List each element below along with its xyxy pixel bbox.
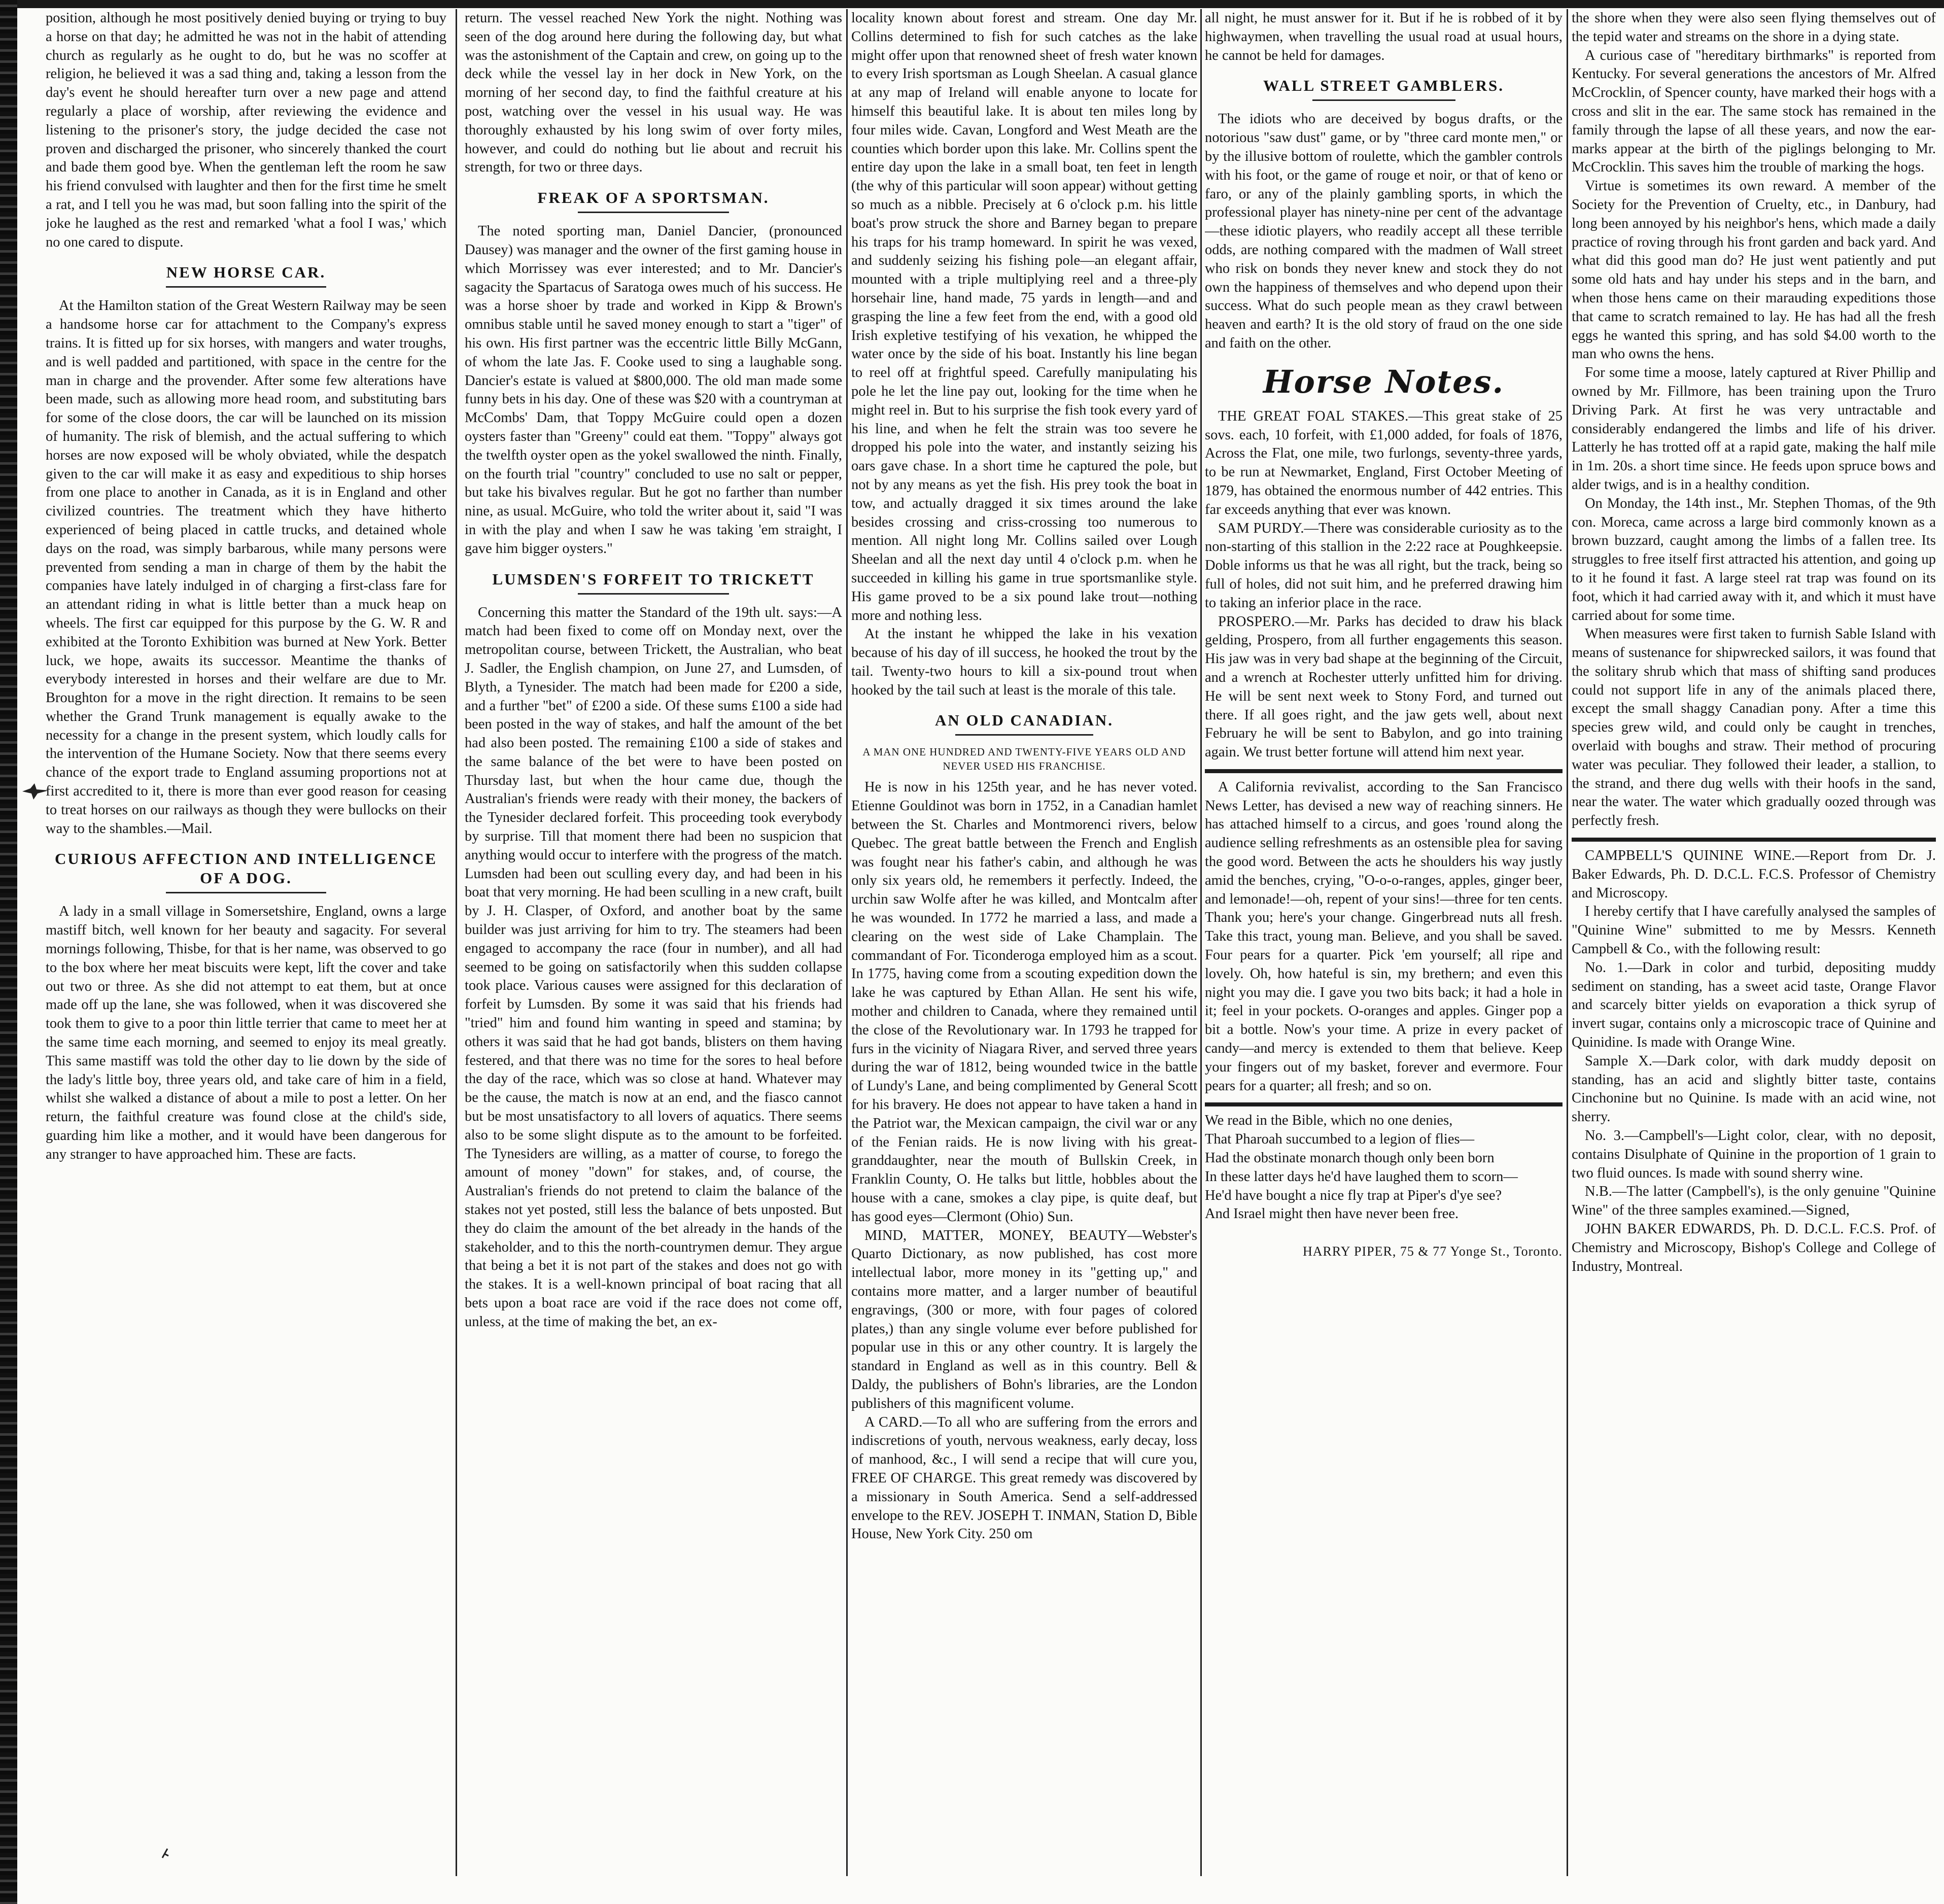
column-5 bbox=[1572, 9, 1936, 1876]
article-paragraph: A lady in a small village in Somersetshire, England, owns a large mastiff bitch, well known for her beauty and sagacity. For several mornings following, Thisbe, for that is her name, was observed to go to the box where her meat biscuits were kept, lift the cover and take out two or three. As she did not attempt to eat them, but at once made off up the lane, she was followed, when it was discovered she took them to give to a poor thin little terrier that came to meet her at the same time each morning, and seemed to enjoy its meal greatly. This same mastiff was told the other day to lie down by the side of the lady's little boy, three years old, and take care of him in a field, whilst she walked a distance of about a mile to post a letter. On her return, the faithful creature was found close at the child's side, guarding him like a mother, and it would have been dangerous for any stranger to have approached him. These are facts. bbox=[46, 904, 446, 1162]
top-crop-band bbox=[17, 0, 1944, 8]
article-paragraph: He is now in his 125th year, and he has never voted. Etienne Gouldinot was born in 1752, in a Canadian hamlet between the St. Charles and Montmorenci rivers, below Quebec. The great battle between the French and English was fought near his father's cabin, and although he was only six years old, he remembers it perfectly. Indeed, the urchin saw Wolfe after he was killed, and Montcalm after he was wounded. In 1772 he married a lass, and made a clearing on the west side of Lake Champlain. The commandant of For. Ticonderoga employed him as a scout. In 1775, having come from a scouting expedition down the lake he was captured by Ethan Allan. He sent his wife, mother and children to Canada, where they remained until the close of the Revolutionary war. In 1793 he trapped for furs in the vicinity of Niagara River, and served three years during the war of 1812, being wounded twice in the battle of Lundy's Lane, and being complimented by General Scott for his bravery. He does not appear to have taken a hand in the Patriot war, the Mexican campaign, the civil war or any of the Fenian raids. He is now living with his great-granddaughter, near the mouth of Bullskin Creek, in Franklin County, O. He talks but little, hobbles about the house with a cane, smokes a clay pipe, is quite deaf, but has good eyes—Clermont (Ohio) Sun. bbox=[851, 779, 1197, 1225]
article-paragraph: Concerning this matter the Standard of the 19th ult. says:—A match had been fixed to come off on Monday next, over the metropolitan course, between Trickett, the Australian, who beat J. Sadler, the English champion, on June 27, and Lumsden, of Blyth, a Tynesider. The match had been made for £200 a side, and a further "bet" of £200 a side. Of these sums £100 a side had been posted in the way of stakes, and half the amount of the bet had also been posted. The remaining £100 a side of stakes and the same balance of the bet were to have been posted on Thursday last, but when the hour came due, though the Australian's friends were ready with their money, the backers of the Tynesider declared forfeit. This proceeding took everybody by surprise. Till that moment there had been no suspicion that anything would occur to interfere with the progress of the match. Lumsden had been out sculling every day, and had been in his boat that very morning. He had been sculling in a new craft, built by J. H. Clasper, of Oxford, and another boat by the same builder was just arriving for him to try. The steamers had been engaged to accompany the race (four in number), and all had seemed to be going on satisfactorily when this sudden collapse took place. Various causes were assigned for this declaration of forfeit by Lumsden. By some it was said that his friends had "tried" him and found him wanting in speed and stamina; by others it was said that he had got bands, blisters on them having festered, and that there was no time for the sores to heal before the day of the race, which was so close at hand. Whatever may be the cause, the match is now at an end, and the fiasco cannot but be most unsatisfactory to all lovers of aquatics. There seems also to be some slight dispute as to the amount to be forfeited. The Tynesiders are willing, as a matter of course, to forego the amount of money "down" for stakes, and, of course, the Australian's friends do not pretend to claim the balance of the stakes not yet posted, still less the balance of bets unposted. But they do claim the amount of the bet already in the hands of the stakeholder, and to this the north-countrymen demur. They argue that being a bet it is not part of the stakes and does not go with the stakes. It is a well-known principal of boat racing that all bets upon a boat race are void if the race does not come off, unless, at the time of making the bet, an ex- bbox=[465, 604, 842, 1330]
article-paragraph: No. 1.—Dark in color and turbid, depositing muddy sediment on standing, has a sweet acid taste, Orange Flavor and scarcely bitter yields on evaporation a thick syrup of invert sugar, contains only a microscopic trace of Quinine and Quinidine. Is made with Orange Wine. bbox=[1572, 959, 1936, 1051]
article-paragraph: return. The vessel reached New York the night. Nothing was seen of the dog around here during the following day, but what was the astonishment of the Captain and crew, on going up to the deck while the vessel lay in her dock in New York, on the morning of her second day, to find the faithful creature at his post, watching over the vessel in his usual way. He was thoroughly exhausted by his long swim of over forty miles, however, and could do nothing but lie about and recruit his strength, for two or three days. bbox=[465, 10, 842, 176]
column-rule bbox=[456, 9, 457, 1876]
article-headline: AN OLD CANADIAN. bbox=[935, 711, 1114, 730]
article-paragraph: The idiots who are deceived by bogus drafts, or the notorious "saw dust" game, or by "three card monte men," or by the illusive bottom of roulette, which the gambler controls with his foot, or the game of rouge et noir, or that of keno or faro, or any of the plainly gambling sports, in which the professional player has ninety-nine per cent of the advantage—these idiotic players, who readily accept all these terrible odds, are nothing compared with the madmen of Wall street who risk on bonds they never knew and stock they do not own the happiness of themselves and who depend upon their success. What do such people mean as they crawl between heaven and earth? It is the old story of fraud on the one side and faith on the other. bbox=[1205, 111, 1563, 351]
article-paragraph: THE GREAT FOAL STAKES.—This great stake of 25 sovs. each, 10 forfeit, with £1,000 added, for foals of 1876, Across the Flat, one mile, two furlongs, seventy-three yards, to be run at Newmarket, England, First October Meeting of 1879, has obtained the enormous number of 442 entries. This far exceeds anything that ever was known. bbox=[1205, 408, 1563, 517]
article-subheadline: A MAN ONE HUNDRED AND TWENTY-FIVE YEARS OLD AND NEVER USED HIS FRANCHISE. bbox=[862, 746, 1186, 773]
article-paragraph: No. 3.—Campbell's—Light color, clear, with no deposit, contains Disulphate of Quinine in the proportion of 1 grain to two fluid ounces. Is made with sound sherry wine. bbox=[1572, 1128, 1936, 1181]
printer-mark bbox=[160, 1847, 170, 1860]
headline-rule bbox=[578, 212, 729, 213]
scanned-page-edge bbox=[0, 0, 17, 1904]
article-paragraph: MIND, MATTER, MONEY, BEAUTY—Webster's Quarto Dictionary, as now published, has cost more intellectual labor, more money in its "getting up," and contains more matter, and a larger number of beautiful engravings, (300 or more, with four pages of colored plates,) than any single volume ever before published for popular use in this or any other country. It is largely the standard in England as well as in this country. Bell & Daldy, the publishers of Bohn's libraries, are the London publishers of this magnificent volume. bbox=[851, 1227, 1197, 1411]
headline-rule bbox=[955, 734, 1094, 736]
article-headline: WALL STREET GAMBLERS. bbox=[1263, 77, 1505, 95]
article-headline: LUMSDEN'S FORFEIT TO TRICKETT bbox=[492, 570, 815, 588]
article-headline: NEW HORSE CAR. bbox=[166, 263, 326, 282]
advertiser-signature: HARRY PIPER, 75 & 77 Yonge St., Toronto. bbox=[1302, 1244, 1563, 1259]
verse-line: We read in the Bible, which no one denies, bbox=[1205, 1113, 1453, 1129]
article-paragraph: locality known about forest and stream. One day Mr. Collins determined to fish for such catches as the lake might offer upon that renowned sheet of fresh water known to every Irish sportsman as Lough Sheelan. A casual glance at any map of Ireland will enable anyone to locate for himself this beautiful lake. It is about ten miles long by four miles wide. Cavan, Longford and West Meath are the counties which border upon this lake. Mr. Collins spent the entire day upon the lake in a small boat, ten feet in length (the why of this particular will soon appear) without getting so much as a nibble. Precisely at 6 o'clock p.m. his little boat's prow struck the shore and Barney began to prepare his traps for his tramp homeward. In spirit he was vexed, and suddenly seizing his fishing pole—an elegant affair, mounted with a triple multiplying reel and a three-ply horsehair line, hand made, 75 yards in length—and and grasping the line a few feet from the end, with a good old Irish expletive testifying of his vexation, he whipped the water once by the side of his boat. Instantly his line began to reel off at frightful speed. Carefully manipulating his pole he let the line pay out, looking for the time when he might reel in. But to his surprise the fish took every yard of his line, and when he felt the strain was too severe he dropped his pole into the water, and instantly seizing his oars gave chase. In a short time he captured the pole, but not by any means as yet the fish. His prey took the boat in tow, and actually dragged it six times around the lake besides crossing and criss-crossing too numerous to mention. All night long Mr. Collins sailed over Lough Sheelan and all the next day until 4 o'clock p.m. when he succeeded in killing his game in true sportsmanlike style. His game proved to be a six pound lake trout—nothing more and nothing less. bbox=[851, 10, 1197, 624]
section-divider bbox=[1205, 769, 1563, 773]
section-divider bbox=[1205, 1102, 1563, 1106]
article-paragraph: position, although he most positively denied buying or trying to buy a horse on that day; he admitted he was not in the habit of attending church as regularly as he ought to do, but he was no scoffer at religion, he believed it was a sad thing and, taking a lesson from the day's event he should hereafter turn over a new page and attend regularly a place of worship, after reviewing the evidence and listening to the prisoner's story, the judge decided the case not proven and discharged the prisoner, who sincerely thanked the court and bade them good bye. When the gentleman left the room he saw his friend convulsed with laughter and then for the first time he smelt a rat, and I tell you he was mad, but soon falling into the spirit of the joke he laughed as the rest and remarked 'what a fool I was,' which no one cared to dispute. bbox=[46, 10, 446, 250]
column-2 bbox=[465, 9, 842, 1876]
headline-rule bbox=[166, 286, 326, 288]
column-rule bbox=[1200, 9, 1202, 1876]
verse-line: In these latter days he'd have laughed them to scorn— bbox=[1205, 1168, 1518, 1185]
article-paragraph: At the instant he whipped the lake in his vexation because of his day of ill success, he hooked the trout by the tail. Twenty-two hours to kill a six-pound trout when hooked by the tail such at least is the morale of this tale. bbox=[851, 626, 1197, 698]
article-paragraph: On Monday, the 14th inst., Mr. Stephen Thomas, of the 9th con. Moreca, came across a large bird commonly known as a brown buzzard, caught among the limbs of a fallen tree. Its struggles to free itself first attracted his attention, and going up to it he found it fast. A large steel rat trap was found on its foot, which it had carried away with it, and which it must have carried about for some time. bbox=[1572, 495, 1936, 624]
article-paragraph: A California revivalist, according to the San Francisco News Letter, has devised a new way of reaching sinners. He has attached himself to a circus, and goes 'round along the audience selling refreshments as an ostensible plea for saving the good word. Between the acts he shoulders his way justly amid the benches, crying, "O-o-o-ranges, apples, ginger beer, and lemonade!—oh, repent of your sins!—three for ten cents. Thank you; here's your change. Gingerbread nuts all fresh. Take this tract, young man. Believe, and you shall be saved. Four pears for a quarter. Pick 'em yourself; all ripe and lovely. Oh, how hateful is sin, my brethern; and even this night you may die. I gave you two bits back; it had a hole in it; feel in your pockets. O-oranges and apples. Ginger pop a bit a bottle. Now's your time. A prize in every packet of candy—and mercy is extended to them that believe. Keep your fingers out of my basket, forever and evermore. Four pears for a quarter; all fresh; and so on. bbox=[1205, 779, 1563, 1094]
article-paragraph: When measures were first taken to furnish Sable Island with means of sustenance for shipwrecked sailors, it was found that the solitary shrub which that mass of shifting sand produces could not support life in any of the animals placed there, except the small shaggy Canadian pony. After a time this species grew wild, and could only be caught in trenches, overlaid with boughs and straw. Their method of procuring water was peculiar. They followed their leader, a stallion, to the strand, and there dug wells with their hoofs in the sand, near the water. The water which gradually oozed through was perfectly fresh. bbox=[1572, 626, 1936, 829]
headline-rule bbox=[578, 593, 729, 595]
verse-line: Had the obstinate monarch though only been born bbox=[1205, 1150, 1495, 1166]
article-paragraph: A CARD.—To all who are suffering from the errors and indiscretions of youth, nervous weakness, early decay, loss of manhood, &c., I will send a recipe that will cure you, FREE OF CHARGE. This great remedy was discovered by a missionary in South America. Send a self-addressed envelope to the REV. JOSEPH T. INMAN, Station D, Bible House, New York City. 250 om bbox=[851, 1414, 1197, 1542]
headline-rule bbox=[166, 892, 326, 893]
verse-line: And Israel might then have never been free. bbox=[1205, 1206, 1459, 1222]
article-paragraph: A curious case of "hereditary birthmarks" is reported from Kentucky. For several generations the ancestors of Mr. Alfred McCrocklin, of Spencer county, have marked their hogs with a cross and slit in the ear. The same stock has remained in the family through the lapse of all these years, and now the ear-marks appear at the birth of the piglings belonging to Mr. McCrocklin. This saves him the trouble of marking the hogs. bbox=[1572, 47, 1936, 176]
article-paragraph: At the Hamilton station of the Great Western Railway may be seen a handsome horse car for attachment to the Company's express trains. It is fitted up for six horses, with mangers and water troughs, and is well padded and partitioned, with space in the centre for the man in charge and the provender. After some few alterations have been made, such as allowing more head room, and substituting bars for some of the close doors, the car will be launched on its mission of humanity. The risk of blemish, and the actual suffering to which horses are now exposed will be wholy obviated, while the despatch given to the car will make it as easy and expeditious to ship horses from one place to another in Canada, as it is in England and other civilized countries. The treatment which they have hitherto experienced of being placed in cattle trucks, and detained whole days on the road, was simply barbarous, while many persons were prevented from sending a man in charge of them by the habit the companies have lately indulged in of charging a first-class fare for an attendant riding in what is little better than a muck heap on wheels. The first car equipped for this purpose by the G. W. R and exhibited at the Toronto Exhibition was burned at New York. Better luck, we hope, awaits its successor. Meantime the thanks of everybody interested in horses and their welfare are due to Mr. Broughton for a move in the right direction. It remains to be seen whether the Grand Trunk management is equally awake to the necessity for a change in the present system, which loudly calls for the intervention of the Humane Society. Now that there seems every chance of the export trade to England assuming proportions not at first accredited to it, there is more than ever good reason for ceasing to treat horses on our railways as though they were bullocks on their way to the shambles.—Mail. bbox=[46, 298, 446, 837]
article-paragraph: I hereby certify that I have carefully analysed the samples of "Quinine Wine" submitted to me by Messrs. Kenneth Campbell & Co., with the following result: bbox=[1572, 904, 1936, 957]
headline-rule bbox=[1312, 99, 1455, 101]
article-paragraph: JOHN BAKER EDWARDS, Ph. D. D.C.L. F.C.S. Prof. of Chemistry and Microscopy, Bishop's College and College of Industry, Montreal. bbox=[1572, 1221, 1936, 1274]
ink-blot-mark bbox=[20, 781, 51, 802]
article-paragraph: SAM PURDY.—There was considerable curiosity as to the non-starting of this stallion in the 2:22 race at Poughkeepsie. Doble informs us that he was all right, but the track, being so full of holes, did not suit him, and he preferred drawing him to taking an inferior place in the race. bbox=[1205, 520, 1563, 611]
column-rule bbox=[846, 9, 848, 1876]
article-paragraph: CAMPBELL'S QUININE WINE.—Report from Dr. J. Baker Edwards, Ph. D. D.C.L. F.C.S. Professor of Chemistry and Microscopy. bbox=[1572, 848, 1936, 901]
article-paragraph: The noted sporting man, Daniel Dancier, (pronounced Dausey) was manager and the owner of the first gaming house in which Morrissey was ever interested; and to Mr. Dancier's sagacity the Spartacus of Saratoga owes much of his success. He was a horse shoer by trade and worked in Kipp & Brown's omnibus stable until he saved money enough to start a "tiger" of his own. His first partner was the eccentric little Billy McGann, of whom the late Jas. F. Cooke used to sing a laughable song. Dancier's estate is valued at $800,000. The old man made some funny bets in his day. One of these was $20 with a countryman at McCombs' Dam, that Toppy McGuire could open a dozen oysters faster than "Greeny" could eat them. "Toppy" always got the twelfth oyster open as the yokel swallowed the ninth. Finally, on the fourth trial "country" concluded to use no salt or pepper, but take his bivalves regular. But he got no farther than number nine, as usual. McGuire, who told the writer about it, said "I was in with the play and when I saw he was taking 'em straight, I gave him bigger oysters." bbox=[465, 223, 842, 557]
advertisement-verse bbox=[1205, 1112, 1563, 1224]
verse-line: That Pharoah succumbed to a legion of flies— bbox=[1205, 1131, 1475, 1148]
article-paragraph: all night, he must answer for it. But if he is robbed of it by highwaymen, when travelling the usual road at usual hours, he cannot be held for damages. bbox=[1205, 10, 1563, 63]
article-paragraph: For some time a moose, lately captured at River Phillip and owned by Mr. Fillmore, has been training upon the Truro Driving Park. At first he was very untractable and considerably endangered the limbs and life of his driver. Latterly he has trotted off at a rapid gate, making the half mile in 1m. 20s. a short time since. He feeds upon spruce bows and alder twigs, and is in a healthy condition. bbox=[1572, 365, 1936, 493]
article-paragraph: the shore when they were also seen flying themselves out of the tepid water and streams on the shore in a dying state. bbox=[1572, 10, 1936, 45]
article-paragraph: Virtue is sometimes its own reward. A member of the Society for the Prevention of Cruelty, etc., in Danbury, had long been annoyed by his neighbor's hens, which made a daily practice of roving through his front garden and back yard. And what did this good man do? He just went patiently and put some old hats and hay under his steps and in the barn, and when those hens came on their marauding expeditions those that came to scratch remained to lay. He has had all the fresh eggs he wanted this spring, and has sold $4.00 worth to the man who owns the hens. bbox=[1572, 178, 1936, 362]
article-paragraph: Sample X.—Dark color, with dark muddy deposit on standing, has an acid and slightly bitter taste, contains Cinchonine but no Quinine. Is made with an acid wine, not sherry. bbox=[1572, 1053, 1936, 1125]
column-1 bbox=[46, 9, 446, 1876]
section-divider bbox=[1572, 838, 1936, 842]
section-masthead: Horse Notes. bbox=[1263, 363, 1505, 400]
column-rule bbox=[1567, 9, 1568, 1876]
article-paragraph: N.B.—The latter (Campbell's), is the only genuine "Quinine Wine" of the three samples examined.—Signed, bbox=[1572, 1184, 1936, 1219]
verse-line: He'd have bought a nice fly trap at Piper's d'ye see? bbox=[1205, 1187, 1502, 1203]
article-paragraph: PROSPERO.—Mr. Parks has decided to draw his black gelding, Prospero, from all further engagements this season. His jaw was in very bad shape at the beginning of the Circuit, and a wrench at Rochester utterly unfitted him for driving. He will be sent next week to Stony Ford, and turned out there. If all goes right, and the jaw gets well, about next February he will be sent to Babylon, and go into training again. We trust better fortune will attend him next year. bbox=[1205, 613, 1563, 760]
article-headline: FREAK OF A SPORTSMAN. bbox=[537, 189, 770, 207]
column-3 bbox=[851, 9, 1197, 1876]
article-headline: CURIOUS AFFECTION AND INTELLIGENCE OF A DOG. bbox=[55, 850, 437, 887]
column-4 bbox=[1205, 9, 1563, 1876]
